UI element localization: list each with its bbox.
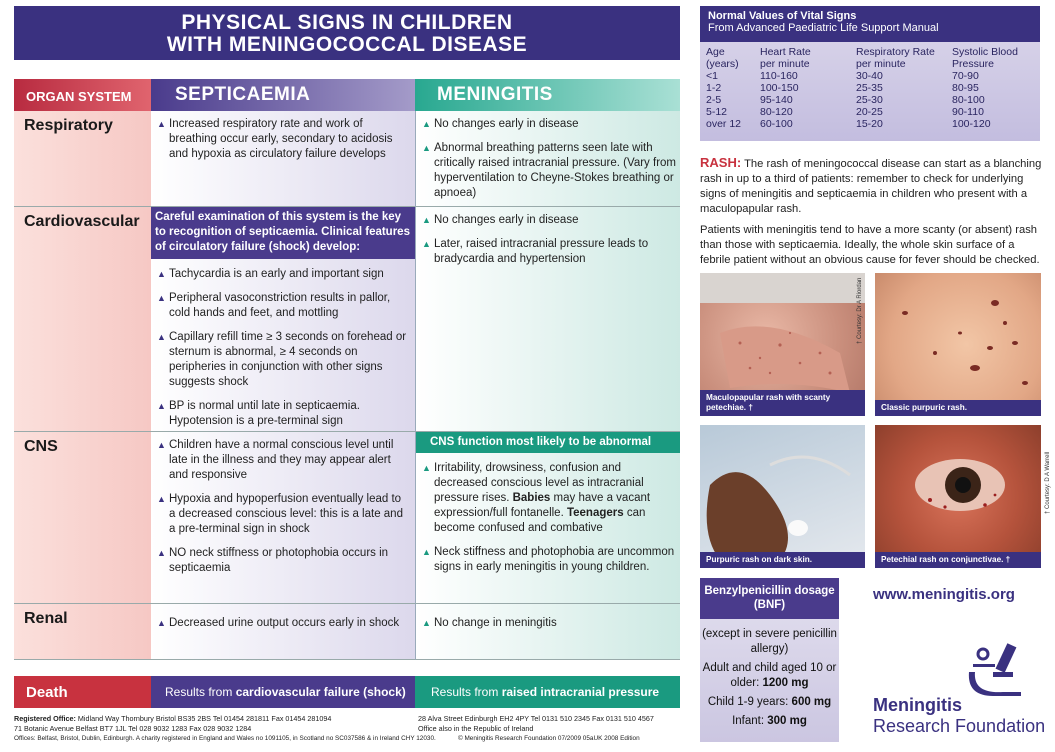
dosage-child-value: 600 mg [791,696,832,708]
list-item [157,117,409,162]
vital-value: 2-5 [706,94,722,106]
vital-column-header: Systolic Blood Pressure [952,46,1018,70]
vital-column [856,46,935,130]
row-respiratory-organ: Respiratory [14,111,151,207]
item-text: Irritability, drowsiness, confusion and decreased conscious level as intracranial pressure rises. [434,462,644,504]
vital-signs-table [700,42,1040,141]
photo-credit: † Courtesy: Dr A Riordan [857,277,863,344]
up-triangle-bullet-icon: ▲ [157,440,166,450]
vital-value: 100-150 [760,82,799,94]
up-triangle-bullet-icon: ▲ [157,494,166,504]
row-respiratory-meningitis [415,111,680,207]
up-triangle-bullet-icon: ▲ [422,143,431,153]
photo-maculopapular-rash [700,273,865,416]
footer [14,714,684,744]
cardiovascular-key-banner: Careful examination of this system is the key to recognition of septicaemia. Clinical features of circulatory failure (shock) develop: [151,207,415,259]
photo-caption: Purpuric rash on dark skin. [700,552,865,568]
item-text: Children have a normal conscious level until late in the illness and they may appear alert and responsive [169,439,394,481]
vital-value: 5-12 [706,106,728,118]
list-item [157,330,409,390]
vital-value: 95-140 [760,94,793,106]
photo-petechial-conjunctivae [875,425,1041,568]
item-text: No changes early in disease [434,118,579,130]
death-sept-cause: cardiovascular failure (shock) [235,685,406,699]
up-triangle-bullet-icon: ▲ [422,239,431,249]
header-meningitis: MENINGITIS [415,79,680,111]
list-item [157,546,409,576]
photo-purpuric-rash [875,273,1041,416]
up-triangle-bullet-icon: ▲ [157,119,166,129]
item-text: Capillary refill time ≥ 3 seconds on forehead or sternum is abnormal, ≥ 4 seconds on peripheries in conjunction with other signs suggests shock [169,331,407,388]
up-triangle-bullet-icon: ▲ [422,618,431,628]
row-cns-meningitis [415,432,680,604]
logo-line-2: Research Foundation [873,716,1046,736]
dosage-box [700,578,839,742]
list-item [422,141,676,201]
up-triangle-bullet-icon: ▲ [157,269,166,279]
header-septicaemia: SEPTICAEMIA [151,79,415,111]
item-text: BP is normal until late in septicaemia. Hypotension is a pre-terminal sign [169,400,360,427]
dosage-adult-value: 1200 mg [762,677,809,689]
row-renal-septicaemia [151,604,415,660]
vital-value: 1-2 [706,82,722,94]
item-text: No changes early in disease [434,214,579,226]
item-text: NO neck stiffness or photophobia occurs in septicaemia [169,547,389,574]
death-meningitis [415,676,680,708]
list-item [157,291,409,321]
footer-charity-note: Offices: Belfast, Bristol, Dublin, Edinburgh. A charity registered in England and Wales no 1091105, in Scotland no SC037586 & in Ireland CHY 12030. [14,735,436,742]
rash-info [700,155,1043,274]
vital-signs-subtitle: From Advanced Paediatric Life Support Manual [708,22,939,34]
vital-column-header: Respiratory Rate per minute [856,46,935,70]
item-text: Tachycardia is an early and important sign [169,268,384,280]
footer-registered-label: Registered Office: [14,714,76,723]
row-cardiovascular-septicaemia [151,207,415,432]
vital-column-header: Age (years) [706,46,739,70]
death-label: Death [14,676,151,708]
row-cardiovascular-meningitis [415,207,680,432]
vital-value: 25-30 [856,94,883,106]
list-item [422,237,676,267]
footer-ireland-note: Office also in the Republic of Ireland [418,724,534,733]
vital-value: 80-120 [760,106,793,118]
rash-paragraph-1 [700,155,1043,217]
vital-value: 20-25 [856,106,883,118]
vital-column [760,46,811,130]
eye-illustration [875,425,1041,568]
item-text: Abnormal breathing patterns seen late with critically raised intracranial pressure. (Vary from hyperventilation to Cheyne-Stokes breathing or apnoea) [434,142,676,199]
dosage-adult [700,661,839,691]
item-text: Decreased urine output occurs early in shock [169,617,400,629]
vital-value: 80-100 [952,94,985,106]
cns-abnormal-banner: CNS function most likely to be abnormal [416,432,680,453]
up-triangle-bullet-icon: ▲ [157,548,166,558]
row-renal-organ: Renal [14,604,151,660]
list-item [157,438,409,483]
photo-caption: Maculopapular rash with scanty petechiae. † [700,390,865,416]
up-triangle-bullet-icon: ▲ [157,618,166,628]
vital-signs-title: Normal Values of Vital Signs [708,10,857,22]
row-cardiovascular-organ: Cardiovascular [14,207,151,432]
item-text: can become confused and combative [434,507,646,534]
vital-value: 110-160 [760,70,798,82]
list-item [422,461,676,536]
up-triangle-bullet-icon: ▲ [422,119,431,129]
vital-value: 100-120 [952,118,991,130]
dosage-adult-label: Adult and child aged 10 or older: [702,662,837,689]
logo-line-1: Meningitis [873,695,962,715]
list-item [422,117,676,132]
vital-value: <1 [706,70,718,82]
item-text: may have a vacant expression/full fontanelle. [434,492,651,519]
photo-credit: † Courtesy: D A Warrell [1045,451,1051,514]
dosage-child [700,695,839,710]
item-text: Neck stiffness and photophobia are uncommon signs in early meningitis in young children. [434,546,675,573]
item-text: Peripheral vasoconstriction results in pallor, cold hands and feet, and mottling [169,292,391,319]
microscope-icon [963,642,1033,697]
up-triangle-bullet-icon: ▲ [422,215,431,225]
teenagers-emphasis: Teenagers [566,507,624,519]
vital-value: 80-95 [952,82,979,94]
photo-purpuric-rash-dark-skin [700,425,865,568]
list-item [157,616,409,631]
death-men-cause: raised intracranial pressure [501,685,660,699]
rash-lead: RASH: [700,155,742,170]
vital-value: 90-110 [952,106,984,118]
vital-signs-header [700,6,1040,42]
vital-column [706,46,741,130]
vital-column-header: Heart Rate per minute [760,46,811,70]
list-item [422,616,676,631]
list-item [422,213,676,228]
death-sept-prefix: Results from [165,685,236,699]
vital-value: 70-90 [952,70,979,82]
list-item [157,492,409,537]
dosage-infant [700,714,839,729]
dosage-infant-label: Infant: [732,715,768,727]
rash-text-1: The rash of meningococcal disease can start as a blanching rash in up to a third of patients: remember to check for underlying signs of meningitis and septicaemia in children who present with a maculopapular rash. [700,158,1042,215]
vital-value: 25-35 [856,82,883,94]
death-men-prefix: Results from [431,685,502,699]
vital-value: 30-40 [856,70,883,82]
vital-value: over 12 [706,118,742,130]
footer-copyright: © Meningitis Research Foundation 07/2009 05aUK 2008 Edition [458,735,640,742]
header-organ-system: ORGAN SYSTEM [14,79,151,111]
up-triangle-bullet-icon: ▲ [422,463,431,473]
website-link[interactable]: www.meningitis.org [873,586,1015,603]
item-text: Increased respiratory rate and work of breathing occur early, secondary to acidosis and hypoxia as circulatory failure develops [169,118,393,160]
dosage-note: (except in severe penicillin allergy) [702,628,837,655]
dosage-title: Benzylpenicillin dosage (BNF) [700,578,839,619]
footer-edinburgh-address: 28 Alva Street Edinburgh EH2 4PY Tel 0131 510 2345 Fax 0131 510 4567 [418,714,654,723]
list-item [157,267,409,282]
purpura-spots-illustration [875,273,1041,416]
foundation-logo-text [873,695,1045,737]
list-item [422,545,676,575]
death-septicaemia [151,676,415,708]
footer-belfast-address: 71 Botanic Avenue Belfast BT7 1JL Tel 028 9032 1283 Fax 028 9032 1284 [14,724,252,733]
page-title [14,6,680,60]
title-line-2: WITH MENINGOCOCCAL DISEASE [166,33,528,56]
row-cns-organ: CNS [14,432,151,604]
row-renal-meningitis [415,604,680,660]
babies-emphasis: Babies [512,492,551,504]
item-text: No change in meningitis [434,617,557,629]
photo-caption: Classic purpuric rash. [875,400,1041,416]
dosage-child-label: Child 1-9 years: [707,696,792,708]
photo-caption: Petechial rash on conjunctivae. † [875,552,1041,568]
title-line-1: PHYSICAL SIGNS IN CHILDREN [181,11,513,34]
vital-value: 60-100 [760,118,793,130]
vital-value: 15-20 [856,118,883,130]
dark-skin-foot-illustration [700,425,865,568]
row-respiratory-septicaemia [151,111,415,207]
dosage-infant-value: 300 mg [767,715,807,727]
row-cns-septicaemia [151,432,415,604]
item-text: Later, raised intracranial pressure leads to bradycardia and hypertension [434,238,649,265]
footer-bristol-address: Midland Way Thornbury Bristol BS35 2BS Tel 01454 281811 Fax 01454 281094 [77,714,332,723]
vital-column [952,46,1018,130]
list-item [157,399,409,429]
up-triangle-bullet-icon: ▲ [157,293,166,303]
up-triangle-bullet-icon: ▲ [157,401,166,411]
item-text: Hypoxia and hypoperfusion eventually lead to a decreased conscious level: this is a late and a pre-terminal sign in shock [169,493,403,535]
up-triangle-bullet-icon: ▲ [422,547,431,557]
up-triangle-bullet-icon: ▲ [157,332,166,342]
rash-paragraph-2: Patients with meningitis tend to have a more scanty (or absent) rash than those with septicaemia. Ideally, the whole skin surface of a febrile patient without an obvious cause for fever should be checked. [700,224,1040,266]
